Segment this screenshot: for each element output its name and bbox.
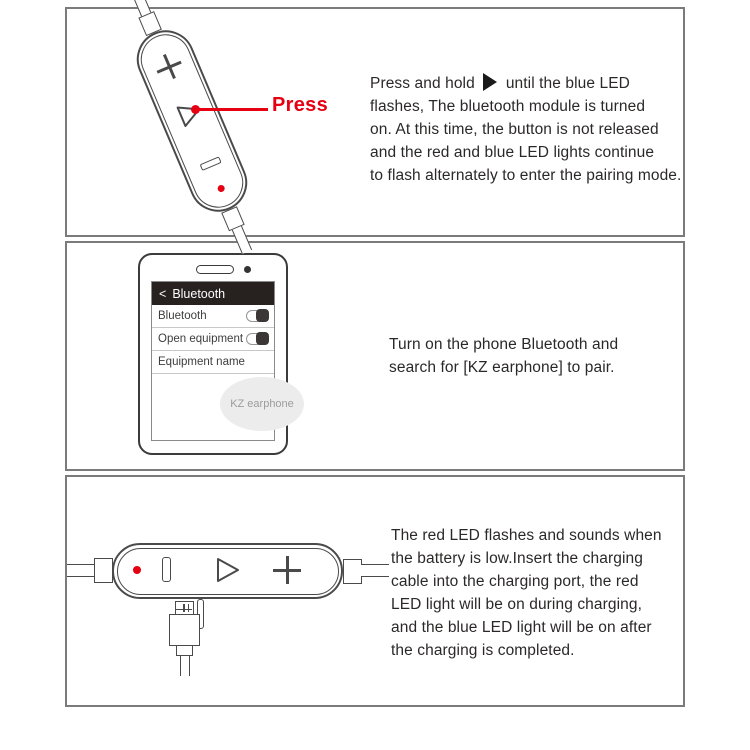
bluetooth-settings-header: [152, 282, 274, 305]
instruction-line: flashes, The bluetooth module is turned: [370, 98, 646, 115]
instruction-line: the charging is completed.: [391, 642, 575, 659]
pairing-instructions: [370, 72, 681, 187]
usb-plug-neck: [176, 645, 193, 656]
usb-plug-body: [169, 614, 200, 646]
play-icon: [483, 73, 497, 91]
instruction-line: and the red and blue LED lights continue: [370, 144, 655, 161]
toggle-knob: [256, 332, 269, 345]
toggle-switch-on: [246, 333, 268, 345]
strain-relief: [94, 558, 113, 583]
plus-icon: [286, 556, 290, 584]
toggle-switch-on: [246, 310, 268, 322]
strain-relief: [343, 559, 362, 584]
instruction-line: the battery is low.Insert the charging: [391, 550, 643, 567]
usb-cable-wire: [180, 655, 190, 676]
usb-plug-tip: [175, 601, 194, 615]
earphone-wire: [361, 564, 389, 577]
instruction-line: and the blue LED light will be on after: [391, 619, 652, 636]
press-callout-line: [198, 108, 268, 111]
bluetooth-instructions: [389, 333, 618, 379]
play-icon: [213, 556, 241, 584]
row-label: Bluetooth: [158, 310, 207, 322]
settings-row-bluetooth: [152, 305, 274, 328]
toggle-knob: [256, 309, 269, 322]
instruction-line: Press and hold until the blue LED: [370, 75, 630, 92]
instruction-line: cable into the charging port, the red: [391, 573, 639, 590]
device-name-bubble: KZ earphone: [220, 377, 304, 431]
earphone-wire: [67, 564, 94, 577]
instruction-line: The red LED flashes and sounds when: [391, 527, 662, 544]
row-label: Open equipment: [158, 333, 244, 345]
chevron-left-icon: <: [159, 286, 167, 301]
row-label: Equipment name: [158, 356, 245, 368]
phone-camera: [244, 266, 251, 273]
instruction-line: search for [KZ earphone] to pair.: [389, 359, 615, 376]
instruction-line: Turn on the phone Bluetooth and: [389, 336, 619, 353]
settings-row-open-equipment: [152, 328, 274, 351]
instruction-line: on. At this time, the button is not released: [370, 121, 659, 138]
settings-row-equipment-name: [152, 351, 274, 374]
header-title: Bluetooth: [172, 286, 226, 301]
phone-speaker: [196, 265, 234, 274]
charging-port-bar: [162, 557, 171, 582]
charging-instructions: [391, 524, 662, 662]
instruction-line: LED light will be on during charging,: [391, 596, 642, 613]
press-callout-label: Press: [272, 94, 328, 116]
led-indicator: [133, 566, 141, 574]
instruction-line: to flash alternately to enter the pairing mode.: [370, 167, 682, 184]
